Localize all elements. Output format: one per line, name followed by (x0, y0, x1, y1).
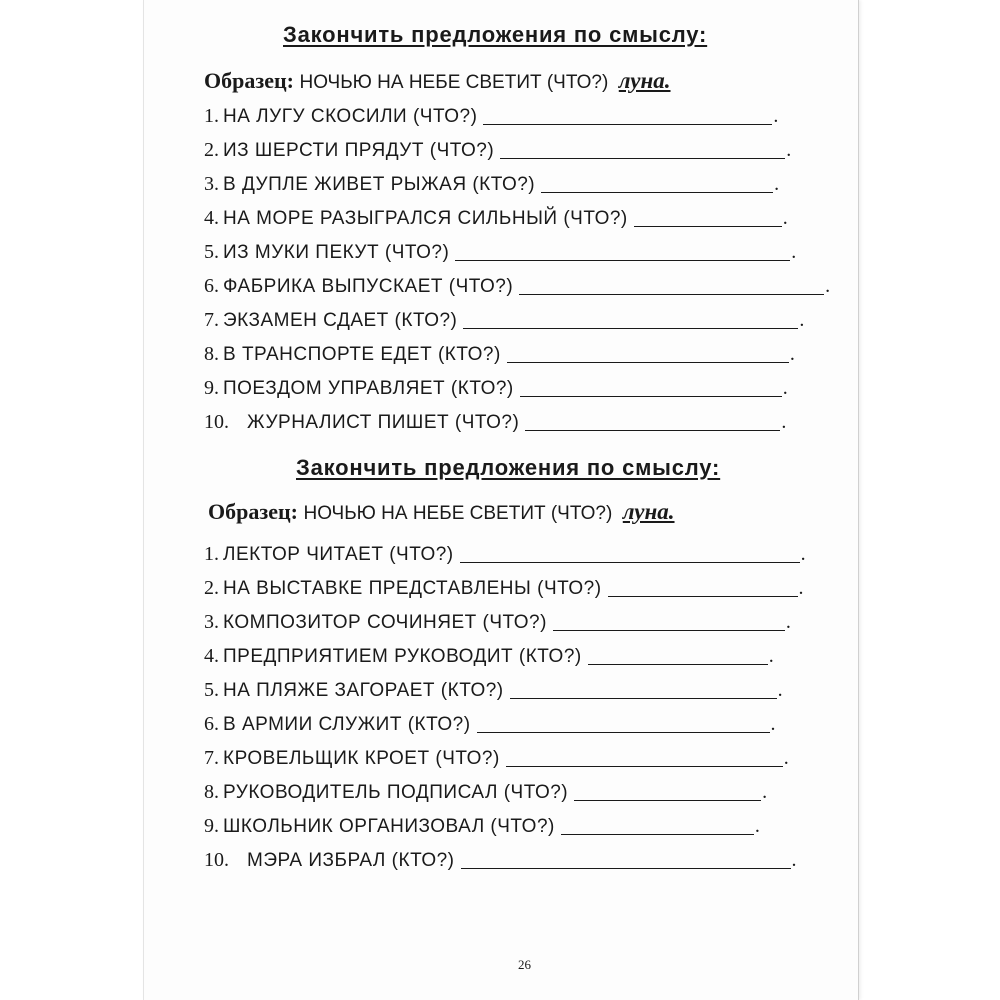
item-number: 7. (204, 747, 219, 769)
answer-blank[interactable] (634, 206, 782, 227)
item-text: НА ПЛЯЖЕ ЗАГОРАЕТ (КТО?) (223, 680, 504, 701)
exercise-item (204, 372, 850, 400)
item-number: 8. (204, 781, 219, 803)
exercise-item (204, 236, 850, 264)
item-text: КРОВЕЛЬЩИК КРОЕТ (ЧТО?) (223, 748, 500, 769)
exercise-item (204, 810, 850, 838)
item-text: ШКОЛЬНИК ОРГАНИЗОВАЛ (ЧТО?) (223, 816, 555, 837)
exercise-item (204, 538, 850, 566)
answer-blank[interactable] (519, 274, 824, 295)
answer-blank[interactable] (463, 308, 798, 329)
item-text: МЭРА ИЗБРАЛ (КТО?) (247, 850, 455, 871)
answer-blank[interactable] (525, 410, 780, 431)
answer-blank[interactable] (561, 814, 754, 835)
item-period: . (781, 411, 787, 433)
item-period: . (798, 577, 804, 599)
item-period: . (774, 173, 780, 195)
answer-blank[interactable] (483, 104, 772, 125)
item-text: ПОЕЗДОМ УПРАВЛЯЕТ (КТО?) (223, 378, 514, 399)
item-number: 3. (204, 173, 219, 195)
item-text: ЭКЗАМЕН СДАЕТ (КТО?) (223, 310, 458, 331)
item-period: . (768, 645, 774, 667)
item-number: 10. (204, 849, 229, 871)
exercise-item (204, 742, 850, 770)
item-number: 1. (204, 543, 219, 565)
item-text: В ДУПЛЕ ЖИВЕТ РЫЖАЯ (КТО?) (223, 174, 536, 195)
answer-blank[interactable] (520, 376, 782, 397)
item-text: ИЗ ШЕРСТИ ПРЯДУТ (ЧТО?) (223, 140, 495, 161)
item-period: . (754, 815, 760, 837)
exercise-item (204, 270, 850, 298)
exercise-item (204, 572, 850, 600)
answer-blank[interactable] (588, 644, 768, 665)
item-text: КОМПОЗИТОР СОЧИНЯЕТ (ЧТО?) (223, 612, 547, 633)
item-number: 2. (204, 139, 219, 161)
example-answer: луна. (622, 499, 675, 524)
exercise-item (204, 606, 850, 634)
item-period: . (782, 377, 788, 399)
item-period: . (777, 679, 783, 701)
item-number: 9. (204, 815, 219, 837)
item-number: 2. (204, 577, 219, 599)
answer-blank[interactable] (477, 712, 770, 733)
section-2-heading: Закончить предложения по смыслу: (296, 455, 721, 480)
item-period: . (791, 241, 797, 263)
example-label: Образец: (208, 499, 298, 524)
exercise-item (204, 776, 850, 804)
item-period: . (786, 139, 792, 161)
item-period: . (791, 849, 797, 871)
item-number: 6. (204, 713, 219, 735)
answer-blank[interactable] (507, 342, 789, 363)
answer-blank[interactable] (553, 610, 785, 631)
worksheet-page (143, 0, 859, 1000)
example-sentence: НОЧЬЮ НА НЕБЕ СВЕТИТ (ЧТО?) (303, 503, 613, 524)
page-number: 26 (518, 957, 531, 972)
answer-blank[interactable] (506, 746, 783, 767)
item-text: В АРМИИ СЛУЖИТ (КТО?) (223, 714, 471, 735)
example-sentence: НОЧЬЮ НА НЕБЕ СВЕТИТ (ЧТО?) (299, 72, 609, 93)
answer-blank[interactable] (455, 240, 790, 261)
exercise-item (204, 134, 850, 162)
item-number: 10. (204, 411, 229, 433)
item-number: 1. (204, 105, 219, 127)
item-period: . (770, 713, 776, 735)
answer-blank[interactable] (510, 678, 777, 699)
answer-blank[interactable] (541, 172, 773, 193)
answer-blank[interactable] (608, 576, 798, 597)
item-period: . (799, 309, 805, 331)
item-number: 9. (204, 377, 219, 399)
exercise-item (204, 708, 850, 736)
item-period: . (825, 275, 831, 297)
item-number: 4. (204, 645, 219, 667)
item-period: . (782, 207, 788, 229)
exercise-item (204, 100, 850, 128)
answer-blank[interactable] (574, 780, 761, 801)
section-1-heading: Закончить предложения по смыслу: (283, 22, 708, 47)
item-text: В ТРАНСПОРТЕ ЕДЕТ (КТО?) (223, 344, 501, 365)
section-2-example (208, 499, 675, 525)
item-period: . (800, 543, 806, 565)
exercise-item (204, 640, 850, 668)
exercise-item (204, 338, 850, 366)
section-1-example (204, 68, 671, 94)
example-label: Образец: (204, 68, 294, 93)
item-number: 7. (204, 309, 219, 331)
item-number: 6. (204, 275, 219, 297)
answer-blank[interactable] (461, 848, 791, 869)
item-number: 5. (204, 241, 219, 263)
item-text: НА МОРЕ РАЗЫГРАЛСЯ СИЛЬНЫЙ (ЧТО?) (223, 208, 628, 229)
item-text: ЛЕКТОР ЧИТАЕТ (ЧТО?) (223, 544, 454, 565)
item-number: 8. (204, 343, 219, 365)
item-number: 5. (204, 679, 219, 701)
exercise-item (204, 168, 850, 196)
item-period: . (773, 105, 779, 127)
exercise-item (204, 406, 850, 434)
item-period: . (789, 343, 795, 365)
item-text: РУКОВОДИТЕЛЬ ПОДПИСАЛ (ЧТО?) (223, 782, 569, 803)
item-text: НА ЛУГУ СКОСИЛИ (ЧТО?) (223, 106, 478, 127)
exercise-item (204, 304, 850, 332)
item-period: . (783, 747, 789, 769)
exercise-item (204, 674, 850, 702)
example-answer: луна. (618, 68, 671, 93)
item-number: 4. (204, 207, 219, 229)
item-text: ИЗ МУКИ ПЕКУТ (ЧТО?) (223, 242, 450, 263)
exercise-item (204, 844, 850, 872)
answer-blank[interactable] (460, 542, 800, 563)
item-text: ФАБРИКА ВЫПУСКАЕТ (ЧТО?) (223, 276, 514, 297)
item-number: 3. (204, 611, 219, 633)
item-text: ПРЕДПРИЯТИЕМ РУКОВОДИТ (КТО?) (223, 646, 582, 667)
item-period: . (762, 781, 768, 803)
exercise-item (204, 202, 850, 230)
item-text: НА ВЫСТАВКЕ ПРЕДСТАВЛЕНЫ (ЧТО?) (223, 578, 602, 599)
item-period: . (785, 611, 791, 633)
item-text: ЖУРНАЛИСТ ПИШЕТ (ЧТО?) (247, 412, 520, 433)
answer-blank[interactable] (500, 138, 785, 159)
